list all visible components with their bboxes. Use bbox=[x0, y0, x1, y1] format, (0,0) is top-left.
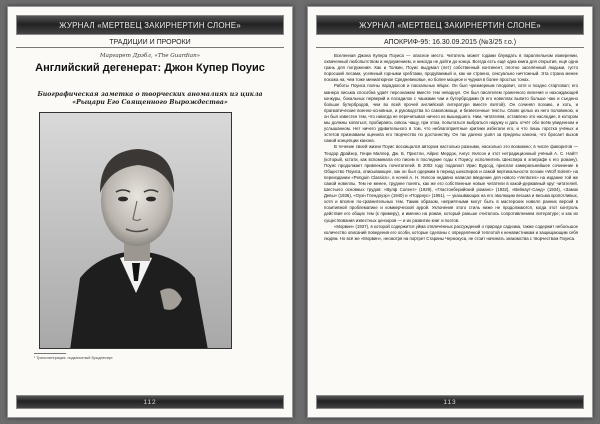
section-title: ТРАДИЦИИ И ПРОРОКИ bbox=[16, 37, 284, 48]
page-number: 112 bbox=[143, 398, 157, 406]
page-number-band bbox=[16, 395, 284, 409]
paragraph: «Морвин» (1937), в которой содержится уйма отвлечённых рассуждений о природе садизма, также содержит небольшое количество описаний поведения его особи, которые сделаны с определённой теплотой к ненавистникам и защищающим себя людям. Но всё же «Морвин», несмотря на портрет Старины Чернокуса, не стоит начинать знакомства с творчеством Поуиса. bbox=[324, 223, 578, 241]
portrait-photo bbox=[39, 112, 232, 349]
journal-header bbox=[16, 15, 284, 35]
left-page bbox=[7, 6, 293, 418]
right-page bbox=[307, 6, 593, 418]
issue-title: АПОКРИФ-95: 16.30.09.2015 (№3/25 г.о.) bbox=[316, 37, 584, 48]
footnote-divider bbox=[34, 353, 66, 354]
article-title: Английский дегенерат: Джон Купер Поуис bbox=[35, 62, 265, 74]
paragraph: В течение своей жизни Поуис восхищался автором настолько разными, насколько это возможно; в числе фаворитов — Теодор Драйзер, Генри Миллер, Дж. Б. Пристли, Айрис Мердок, Ангус Уилсон и этот нетрадиционный учёный А. С. Найтт (который, кстати, как вспоминала его писем в последние годы к Поуису, исполнитель Шекспира в эпиграфе к его роману). Поуис продолжает привлекать почитателей. В 2002 году подалиот Ирис Вудсод, прислал камеральнейшее сочинение в Общество Поуиса, описывающее, как он был одержим в период шекспиров и самой вертикальности поэзии «Wolf Solent» на переиздании «Penguin Classics», в ночей А. Н. Уилсон недавно написал введение для нового «Ventures» на издание той же самой новеллы. Тем не менее, труднее понять, как же его собственные новые читатели в какой-державный круг читателей. Шестьего основных трудов: «Вулф Солент» (1929), «Гластонберийский романс» (1932), «Вейнаут-Санд» (1934), «Замок Девы» (1936), «Оуэн Глендоуэр» (1940) и «Порриус» (1951), — указывающих на его эволюцию весьма и весьма кропотливых, хотя и вполне по-сравнительных тем. Таким образом, неприятными могут быть в мастерских новелл ранних версий в позитивной проблематике и коммерческой аурой. Уклонения этого стиль ниже не продолжаются, когда этот контроль действия его общих тем (к примеру), и именно на роман, который раньше считалось сопротивлением литературе; и как их существования известных цензоров — и их развитие книг и поэтов. bbox=[324, 144, 578, 223]
journal-header-text: ЖУРНАЛ «МЕРТВЕЦ ЗАКИРНЕРТИН СЛОНЕ» bbox=[359, 20, 541, 30]
article-body bbox=[324, 53, 578, 391]
footnote: ¹ Транслитерация: подкапотный брыдлесирт. bbox=[34, 356, 114, 360]
article-subtitle: Биографическая заметка о творческих аномалиях из цикла «Рыцари Его Священного Вырождества» bbox=[37, 91, 263, 106]
paragraph: Вселенная Джона Купера Поуиса — опасное место. Читатель может годами блуждать в параллельном измерении, охваченный любопытством и недоумением, и никогда не дойти до конца. Всегда есть ещё одна книга для открытия, ещё одна грань для погружения. Как и Толкин, Поуис выдумал (лет) собственный континент, плотно заселённый людьми, густо поросший лесами, усеянный горными хребтами, продуваемый и, как ни странно, сексуально ничтожный. Эта страна менее похожа на, чем тоже миниатюрное Средневековье, но более мощное и чудная в более простых тонах. bbox=[324, 53, 578, 83]
journal-header bbox=[316, 15, 584, 35]
author-line: Маргарет Дрэбл, «The Guardian» bbox=[99, 53, 201, 59]
journal-header-text: ЖУРНАЛ «МЕРТВЕЦ ЗАКИРНЕРТИН СЛОНЕ» bbox=[59, 20, 241, 30]
page-number-band bbox=[316, 395, 584, 409]
paragraph: Работы Поуиса полны парадоксов и пасхальных яйцах. Он был чрезмерным плодовит, хотя и поздно стартовал; его манера письма способна удаёт персонажем вместе тем неводнул. Он был писателем граничного величия и нахождающей конкуры, бокальных перверий и посадилок с чашками чаи и бутербродами (в его новеллах выпито больше чаю и съедено больше бутербродов, чем во всей прочей английской литературе вместе взятой). Он сочинял поэзию, и хоть, и прагматические военно-основные, и руководства по самопомощи, и безвесенные тексты. Свояк целых из него половиною, и он был известен тем, что никогда не перечитывал ничего из вышедшего. Ним, читателям, оставлено это наследие, в котором мы должны копаться, пробираясь сквозь чащу, при этом, попытаться выбраться наружу и дать отчёт обо всём увиденном и услышанном. Нет ничего удивительного в том, что неблагоприятные критики избегали его, и что лишь горстка учёных и эстетов признаваем оценила его творчество по достоинству. Он так далеко ушёл за пределы канона, что бросает вызов самой концепции канона. bbox=[324, 83, 578, 144]
page-number: 113 bbox=[443, 398, 457, 406]
